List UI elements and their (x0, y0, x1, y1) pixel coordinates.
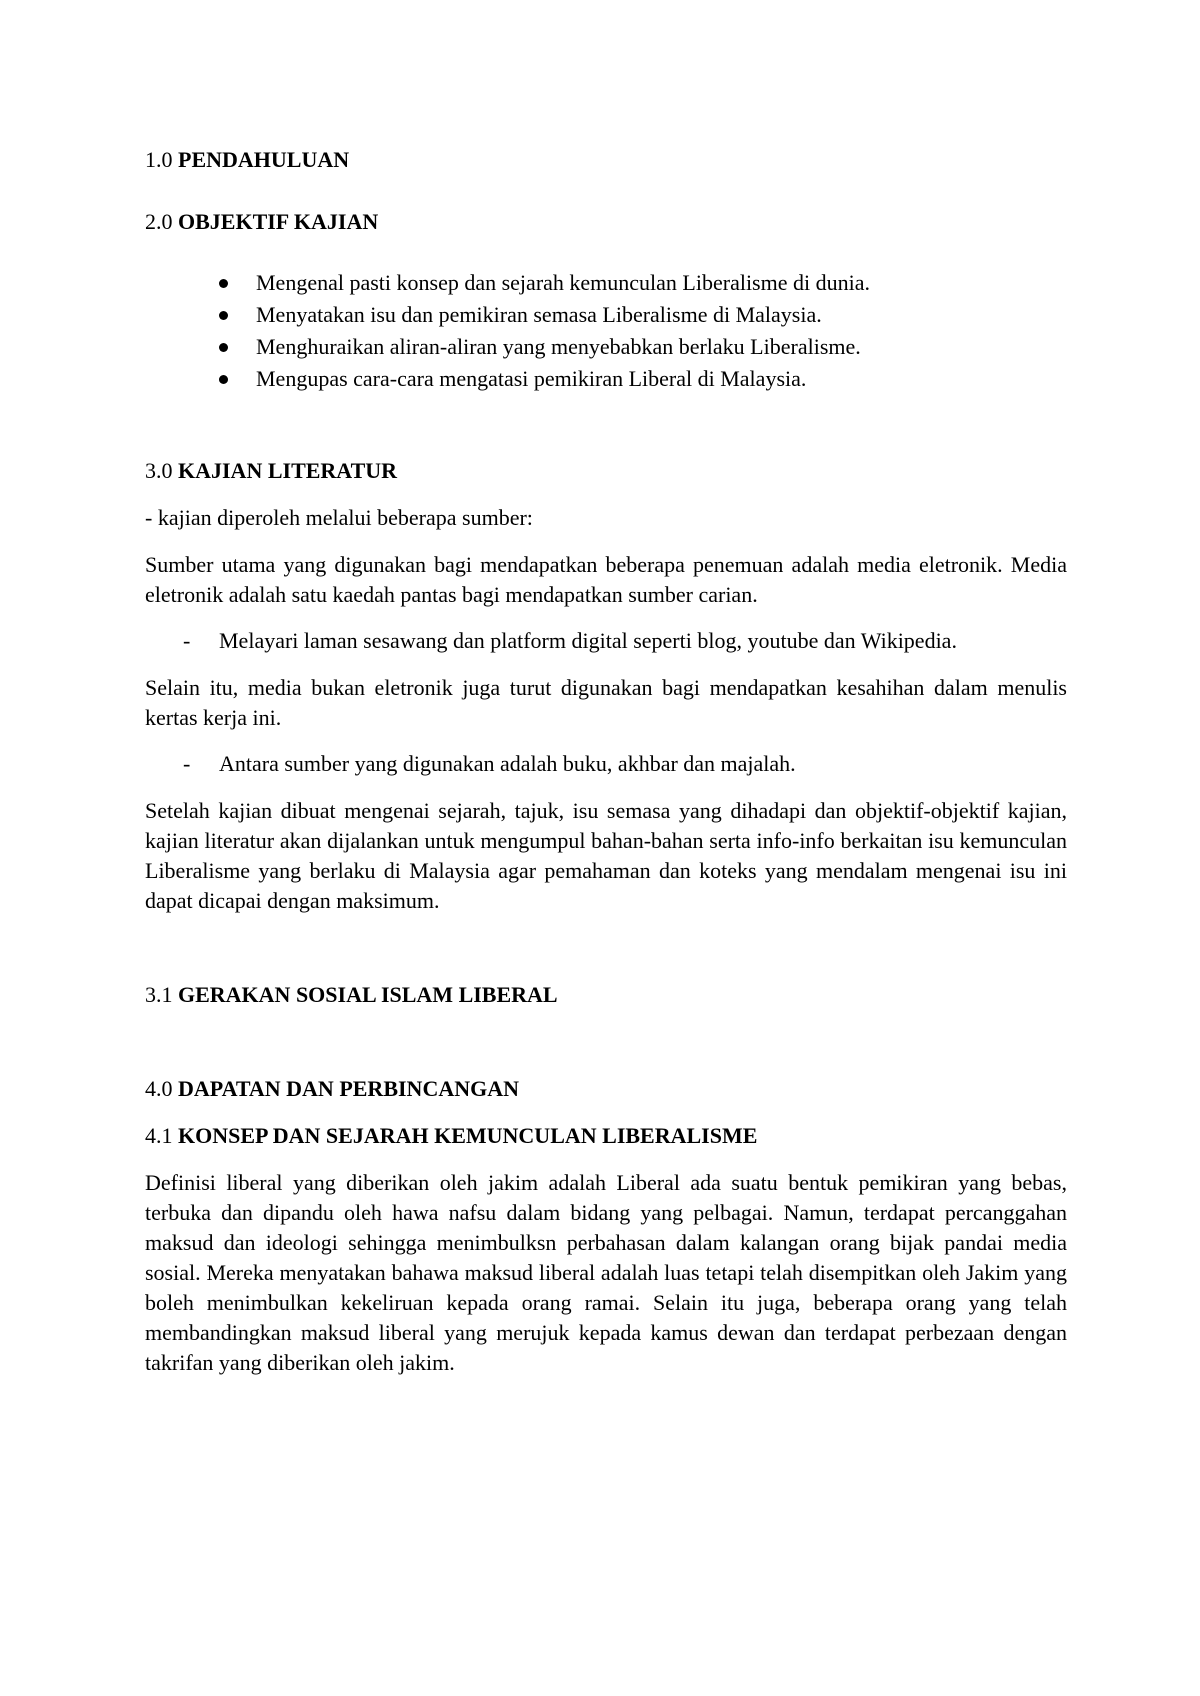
bullet-icon (219, 343, 228, 352)
section-title: PENDAHULUAN (178, 147, 350, 172)
literature-intro: - kajian diperoleh melalui beberapa sumber: (145, 505, 533, 530)
heading-dapatan (145, 1074, 1065, 1104)
section-number: 1.0 (145, 147, 173, 172)
bullet-icon (219, 375, 228, 384)
list-item: Menyatakan isu dan pemikiran semasa Liberalisme di Malaysia. (256, 302, 822, 327)
dash-marker: - (183, 751, 191, 776)
bullet-icon (219, 311, 228, 320)
heading-gerakan-sosial (145, 980, 1065, 1010)
dash-marker: - (183, 628, 191, 653)
list-item: Mengupas cara-cara mengatasi pemikiran Liberal di Malaysia. (256, 366, 807, 391)
paragraph-sources-other: Selain itu, media bukan eletronik juga turut digunakan bagi mendapatkan kesahihan dalam menulis kertas kerja ini. (145, 675, 1067, 730)
section-number: 3.1 (145, 982, 173, 1007)
section-number: 2.0 (145, 209, 173, 234)
section-title: OBJEKTIF KAJIAN (178, 209, 379, 234)
heading-konsep-sejarah (145, 1121, 1065, 1151)
list-item: Melayari laman sesawang dan platform digital seperti blog, youtube dan Wikipedia. (219, 628, 957, 653)
section-title: KAJIAN LITERATUR (178, 458, 398, 483)
section-number: 4.1 (145, 1123, 173, 1148)
paragraph-definition: Definisi liberal yang diberikan oleh jakim adalah Liberal ada suatu bentuk pemikiran yang bebas, terbuka dan dipandu oleh hawa nafsu dalam bidang yang pelbagai. Namun, terdapat percanggahan maksud dan ideologi sehingga menimbulksn perbahasan dalam kalangan orang bijak pandai media sosial. Mereka menyatakan bahawa maksud liberal adalah luas tetapi telah disempitkan oleh Jakim yang boleh menimbulkan kekeliruan kepada orang ramai. Selain itu juga, beberapa orang yang telah membandingkan maksud liberal yang merujuk kepada kamus dewan dan terdapat perbezaan dengan takrifan yang diberikan oleh jakim. (145, 1170, 1067, 1375)
section-number: 4.0 (145, 1076, 173, 1101)
paragraph-sources-main: Sumber utama yang digunakan bagi mendapatkan beberapa penemuan adalah media eletronik. Media eletronik adalah satu kaedah pantas bagi mendapatkan sumber carian. (145, 552, 1067, 607)
heading-objektif-kajian (145, 207, 1065, 237)
paragraph-literature-summary: Setelah kajian dibuat mengenai sejarah, tajuk, isu semasa yang dihadapi dan objektif-objektif kajian, kajian literatur akan dijalankan untuk mengumpul bahan-bahan serta info-info berkaitan isu kemunculan Liberalisme yang berlaku di Malaysia agar pemahaman dan koteks yang mendalam mengenai isu ini dapat dicapai dengan maksimum. (145, 798, 1067, 913)
list-item: Mengenal pasti konsep dan sejarah kemunculan Liberalisme di dunia. (256, 270, 870, 295)
section-title: GERAKAN SOSIAL ISLAM LIBERAL (178, 982, 558, 1007)
list-item: Menghuraikan aliran-aliran yang menyebabkan berlaku Liberalisme. (256, 334, 861, 359)
section-number: 3.0 (145, 458, 173, 483)
heading-kajian-literatur (145, 456, 1065, 486)
section-title: KONSEP DAN SEJARAH KEMUNCULAN LIBERALISME (178, 1123, 758, 1148)
section-title: DAPATAN DAN PERBINCANGAN (178, 1076, 519, 1101)
heading-pendahuluan (145, 145, 1065, 175)
list-item: Antara sumber yang digunakan adalah buku, akhbar dan majalah. (219, 751, 796, 776)
bullet-icon (219, 279, 228, 288)
